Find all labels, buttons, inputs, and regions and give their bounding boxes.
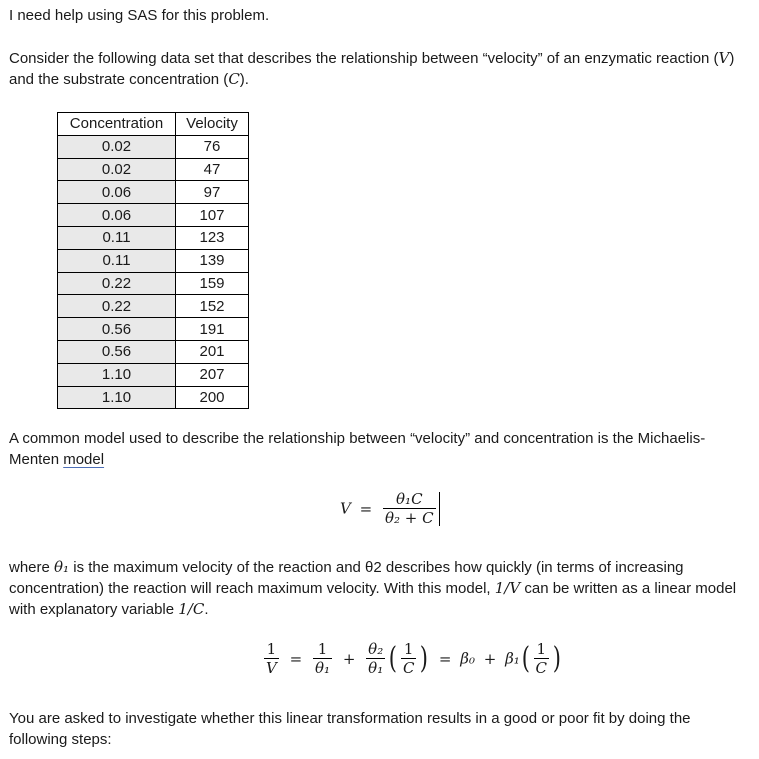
table-row: [58, 204, 249, 227]
velocity-cell: 200: [176, 386, 249, 409]
eq2-frac-1-c-a: $\frac{1}{C}$: [402, 640, 415, 677]
velocity-cell: 47: [176, 158, 249, 181]
velocity-cell: 152: [176, 295, 249, 318]
concentration-cell: 0.02: [58, 158, 176, 181]
velocity-cell: 76: [176, 135, 249, 158]
michaelis-menten-equation: [340, 490, 440, 527]
explanation-paragraph: where θ₁ is the maximum velocity of the reaction and θ2 describes how quickly (in terms of increasing concentration) the reaction will reach maximum velocity. With this model, 1/V can be written as a linear model with explanatory variable 1/C.: [9, 558, 737, 618]
inverse-v: 1/V: [494, 579, 521, 597]
eq1-lhs: V: [340, 499, 351, 518]
concentration-cell: 0.22: [58, 295, 176, 318]
beta1-symbol: β₁: [505, 649, 520, 668]
concentration-cell: 0.11: [58, 249, 176, 272]
concentration-cell: 1.10: [58, 363, 176, 386]
table-row: [58, 318, 249, 341]
model-link[interactable]: model: [63, 451, 105, 468]
velocity-cell: 139: [176, 249, 249, 272]
eq2-plus-2: +: [483, 649, 497, 668]
table-row: [58, 363, 249, 386]
velocity-cell: 123: [176, 226, 249, 249]
linearized-equation: $\frac{1}{V}$ = $\frac{1}{\text{θ₁}}$ + $\frac{\text{θ₂}}{\text{θ₁}}$ ( $\frac{1}{C}$ ) = β₀ + β₁( $\frac{1}{C}$ ): [266, 640, 561, 677]
table-header-row: [58, 113, 249, 136]
eq2-frac-theta2-theta1: $\frac{\text{θ₂}}{\text{θ₁}}$: [368, 640, 384, 677]
data-table: [57, 112, 249, 409]
velocity-cell: 207: [176, 363, 249, 386]
table-row: [58, 295, 249, 318]
table-row: [58, 226, 249, 249]
eq2-frac-1-v: $\frac{1}{V}$: [266, 640, 277, 677]
concentration-cell: 0.22: [58, 272, 176, 295]
concentration-cell: 1.10: [58, 386, 176, 409]
intro-text: I need help using SAS for this problem.: [9, 7, 270, 24]
table-row: [58, 386, 249, 409]
eq2-equals-1: =: [289, 649, 303, 668]
table-row: [58, 181, 249, 204]
closing-paragraph: You are asked to investigate whether this linear transformation results in a good or poor fit by doing the following steps:: [9, 710, 691, 748]
concentration-cell: 0.02: [58, 135, 176, 158]
eq1-denominator: θ₂ + C: [384, 509, 434, 527]
table-row: [58, 272, 249, 295]
eq1-numerator: θ₁C: [396, 490, 423, 508]
concentration-cell: 0.56: [58, 340, 176, 363]
velocity-cell: 201: [176, 340, 249, 363]
model-intro-paragraph: A common model used to describe the relationship between “velocity” and concentration is the Michaelis-Menten model: [9, 430, 706, 468]
concentration-cell: 0.56: [58, 318, 176, 341]
eq2-equals-2: =: [438, 649, 452, 668]
text-cursor: [439, 492, 440, 526]
context-paragraph: Consider the following data set that describes the relationship between “velocity” of an enzymatic reaction (V) and the substrate concentration (C).: [9, 49, 735, 88]
velocity-cell: 159: [176, 272, 249, 295]
eq2-plus-1: +: [342, 649, 356, 668]
eq2-frac-1-c-b: $\frac{1}{C}$: [535, 640, 547, 677]
concentration-cell: 0.11: [58, 226, 176, 249]
header-velocity: Velocity: [176, 113, 249, 136]
table-row: [58, 135, 249, 158]
eq2-frac-1-theta1: $\frac{1}{\text{θ₁}}$: [314, 640, 331, 677]
header-concentration: Concentration: [58, 113, 176, 136]
velocity-symbol: V: [718, 49, 730, 67]
velocity-cell: 107: [176, 204, 249, 227]
table-row: [58, 340, 249, 363]
table-row: [58, 249, 249, 272]
concentration-symbol: C: [228, 70, 240, 88]
theta1-symbol: θ₁: [54, 558, 70, 576]
eq1-fraction: [383, 490, 436, 527]
concentration-cell: 0.06: [58, 204, 176, 227]
velocity-cell: 191: [176, 318, 249, 341]
inverse-c: 1/C: [178, 600, 205, 618]
concentration-cell: 0.06: [58, 181, 176, 204]
eq1-equals: =: [359, 499, 373, 518]
beta0-symbol: β₀: [460, 649, 475, 668]
velocity-cell: 97: [176, 181, 249, 204]
table-row: [58, 158, 249, 181]
